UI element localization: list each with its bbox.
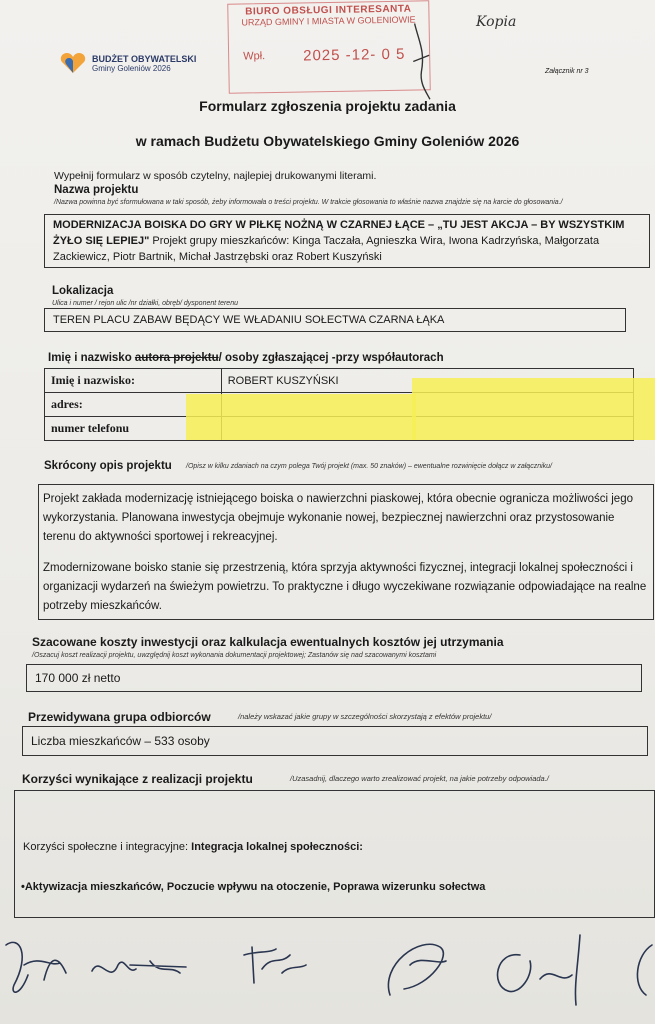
- signature: [244, 947, 306, 983]
- author-address-label: adres:: [45, 393, 222, 417]
- author-name-value[interactable]: ROBERT KUSZYŃSKI: [221, 369, 633, 393]
- benefits-heading: Korzyści wynikające z realizacji projektu: [22, 772, 253, 786]
- location-value: TEREN PLACU ZABAW BĘDĄCY WE WŁADANIU SOŁECTWA CZARNA ŁĄKA: [53, 314, 445, 326]
- author-name-label: Imię i nazwisko:: [45, 369, 222, 393]
- author-heading: Imię i nazwisko autora projektu/ osoby zgłaszającej -przy współautorach: [48, 352, 444, 364]
- received-stamp: [227, 0, 431, 94]
- costs-note: /Oszacuj koszt realizacji projektu, uwzględnij koszt wykonania dokumentacji projektowej; Zastanów się nad szacowanymi kosztami: [32, 652, 437, 659]
- signature: [92, 961, 186, 973]
- audience-field[interactable]: [22, 726, 648, 756]
- project-name-bold: MODERNIZACJA BOISKA DO GRY W PIŁKĘ NOŻNĄ W CZARNEJ ŁĄCE – „TU JEST AKCJA – BY WSZYSTKIM ŻYŁO SIĘ LEPIEJ": [53, 219, 625, 247]
- project-name-heading: Nazwa projektu: [54, 184, 139, 196]
- costs-field[interactable]: [26, 664, 642, 692]
- stamp-received-label: Wpł.: [243, 50, 266, 63]
- benefits-line2: •Aktywizacja mieszkańców, Poczucie wpływu na otoczenie, Poprawa wizerunku sołectwa: [21, 881, 486, 893]
- stamp-line1: BIURO OBSŁUGI INTERESANTA: [245, 3, 412, 18]
- costs-heading: Szacowane koszty inwestycji oraz kalkulacja ewentualnych kosztów jej utrzymania: [32, 635, 504, 649]
- location-heading: Lokalizacja: [52, 285, 114, 297]
- signature: [498, 935, 580, 1005]
- summary-note: /Opisz w kilku zdaniach na czym polega Twój projekt (max. 50 znaków) – ewentualne rozwinięcie dołącz w załączniku/: [186, 463, 552, 470]
- summary-paragraph: Zmodernizowane boisko stanie się przestrzenią, która sprzyja aktywności fizycznej, integracji lokalnej społeczności i organizacji wydarzeń na świeżym powietrzu. To praktyczne i długo wyczekiwane rozwiązanie odpowiadające na realne potrzeby mieszkańców.: [43, 562, 647, 612]
- benefits-line1: Korzyści społeczne i integracyjne: Integracja lokalnej społeczności:: [23, 841, 363, 853]
- form-subtitle: w ramach Budżetu Obywatelskiego Gminy Goleniów 2026: [135, 133, 520, 149]
- intro-instruction: Wypełnij formularz w sposób czytelny, najlepiej drukowanymi literami.: [54, 170, 377, 182]
- summary-heading: Skrócony opis projektu: [44, 460, 172, 472]
- summary-field[interactable]: [38, 484, 654, 620]
- author-struck-text: autora projektu: [134, 352, 219, 364]
- project-name-rest: Projekt grupy mieszkańców: Kinga Taczała, Agnieszka Wira, Iwona Kadrzyńska, Małgorzata Zackiewicz, Piotr Bartnik, Michał Jastrzębski oraz Robert Kuszyński: [53, 235, 600, 263]
- audience-heading: Przewidywana grupa odbiorców: [28, 710, 211, 724]
- project-name-note: /Nazwa powinna być sformułowana w taki sposób, żeby informowała o treści projektu. W trakcie głosowania to właśnie nazwa znajdzie się na karcie do głosowania./: [54, 199, 563, 206]
- form-title: Formularz zgłoszenia projektu zadania: [199, 98, 456, 114]
- logo-title: BUDŻET OBYWATELSKI: [92, 53, 197, 64]
- signature: [388, 944, 446, 995]
- summary-paragraph: Projekt zakłada modernizację istniejącego boiska o nawierzchni piaskowej, która obecnie ogranicza możliwości jego wykorzystania. Planowana inwestycja obejmuje wykonanie nowej, bezpiecznej nawierzchni oraz przystosowanie terenu do aktywności sportowej i rekreacyjnej.: [43, 493, 633, 543]
- logo-subtitle: Gminy Goleniów 2026: [92, 63, 171, 73]
- location-note: Ulica i numer / rejon ulic /nr działki, obręb/ dysponent terenu: [52, 300, 238, 307]
- handwritten-copy-note: Kopia: [476, 14, 517, 30]
- redaction-highlight: [412, 378, 655, 440]
- signature: [6, 942, 66, 992]
- stamp-signature-mark: [411, 21, 434, 101]
- location-field[interactable]: [44, 308, 626, 332]
- stamp-date: 2025 -12- 0 5: [303, 45, 406, 65]
- attachment-number: Załącznik nr 3: [545, 68, 589, 75]
- benefits-note: /Uzasadnij, dlaczego warto zrealizować projekt, na jakie potrzeby odpowiada./: [290, 774, 549, 783]
- audience-value: Liczba mieszkańców – 533 osoby: [31, 734, 210, 748]
- costs-value: 170 000 zł netto: [35, 671, 121, 685]
- project-name-field[interactable]: [44, 214, 650, 268]
- signature: [637, 945, 652, 995]
- signatures: [0, 925, 655, 1024]
- budget-logo: [60, 52, 196, 74]
- author-phone-label: numer telefonu: [45, 417, 222, 441]
- redaction-highlight: [186, 394, 416, 440]
- audience-note: /należy wskazać jakie grupy w szczególności skorzystają z efektów projektu/: [238, 712, 492, 721]
- benefits-field[interactable]: [14, 790, 655, 918]
- heart-logo-icon: [60, 52, 86, 74]
- stamp-line2: URZĄD GMINY I MIASTA W GOLENIOWIE: [241, 14, 416, 28]
